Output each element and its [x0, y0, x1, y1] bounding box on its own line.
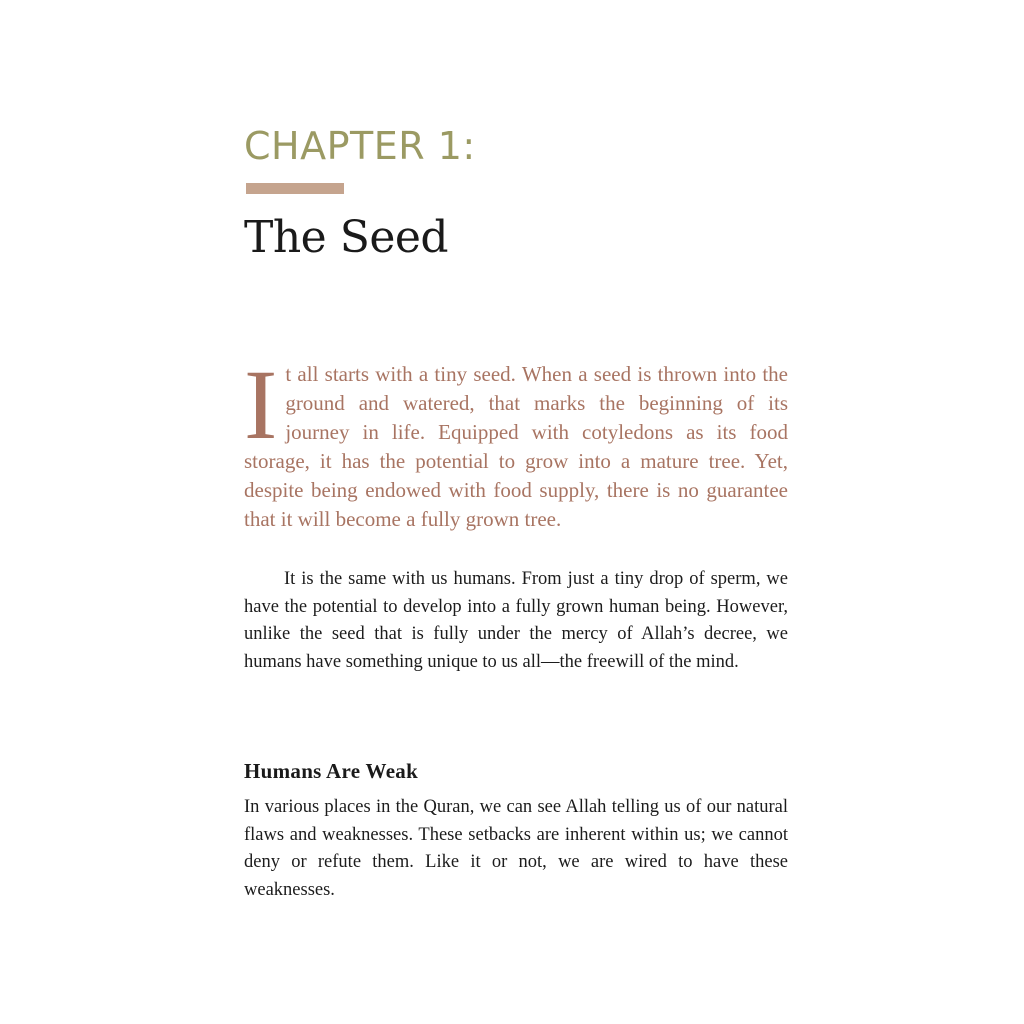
section-heading: Humans Are Weak: [244, 759, 419, 783]
chapter-label: CHAPTER 1:: [244, 124, 476, 168]
intro-text: t all starts with a tiny seed. When a seed is thrown into the ground and watered, that marks the beginning of its journey in life. Equipped with cotyledons as its food storage, it has the potential to grow into a mature tree. Yet, despite being endowed with food supply, there is no guarantee that it will become a fully grown tree.: [244, 362, 788, 531]
body-paragraph-1: It is the same with us humans. From just a tiny drop of sperm, we have the potential to develop into a fully grown human being. However, unlike the seed that is fully under the mercy of Allah’s decree, we humans have something unique to us all—the freewill of the mind.: [244, 569, 788, 672]
section-paragraph: In various places in the Quran, we can see Allah telling us of our natural flaws and weaknesses. These setbacks are inherent within us; we cannot deny or refute them. Like it or not, we are wired to have these weaknesses.: [244, 797, 788, 900]
intro-paragraph: [244, 349, 788, 534]
drop-cap: I: [244, 349, 278, 460]
chapter-title: The Seed: [244, 212, 449, 263]
chapter-accent-rule: [246, 183, 344, 194]
